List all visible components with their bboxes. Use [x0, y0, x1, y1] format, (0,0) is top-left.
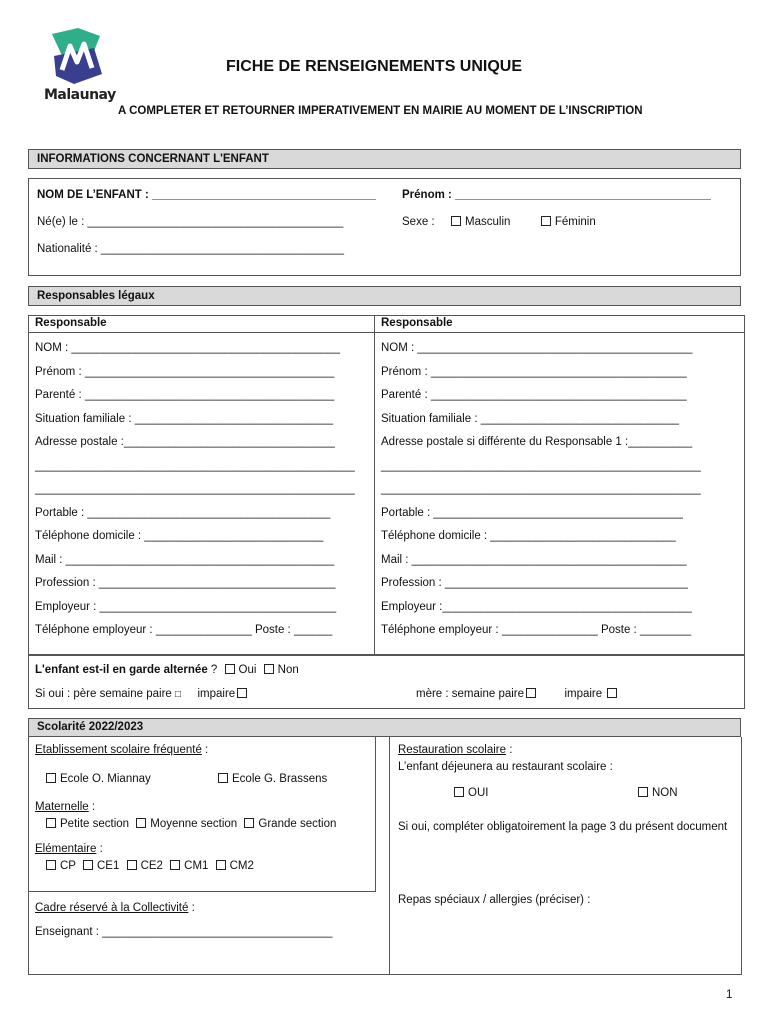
guardian-2-line[interactable]: Téléphone domicile : _____________________________ [381, 530, 676, 542]
cm2-label: CM2 [229, 860, 254, 872]
etab-label-text: Etablissement scolaire fréquenté [35, 744, 202, 756]
custody-details [35, 688, 251, 700]
father-even-glyph[interactable]: □ [175, 689, 182, 700]
ecole-brassens-checkbox[interactable] [218, 773, 228, 783]
si-oui-note: Si oui, compléter obligatoirement la page 3 du présent document [398, 821, 728, 833]
father-odd-label: impaire [197, 688, 236, 700]
custody-question-label: L'enfant est-il en garde alternée [35, 664, 208, 676]
mother-odd-label: impaire [564, 688, 603, 700]
maternelle-label-text: Maternelle [35, 801, 89, 813]
ecole-brassens-option[interactable] [218, 773, 327, 785]
resto-non-label: NON [652, 787, 678, 799]
ecole-miannay-checkbox[interactable] [46, 773, 56, 783]
maternelle-label: Maternelle : [35, 801, 96, 813]
repas-speciaux-label: Repas spéciaux / allergies (préciser) : [398, 894, 591, 906]
guardian-2-line[interactable]: __________________________________________________ [381, 459, 701, 472]
guardian-2-line[interactable]: Employeur :_______________________________________ [381, 600, 692, 613]
custody-oui-checkbox[interactable] [225, 664, 235, 674]
guardian-1-line[interactable]: Téléphone employeur : _______________ Poste : ______ [35, 624, 333, 636]
restauration-question: L’enfant déjeunera au restaurant scolaire : [398, 761, 613, 773]
enseignant-field[interactable]: Enseignant : ____________________________________ [35, 926, 333, 938]
guardian-1-line[interactable]: Mail : __________________________________________ [35, 553, 335, 566]
school-bottom-border [28, 974, 741, 975]
feminin-checkbox[interactable] [541, 216, 551, 226]
cadre-top-border [28, 891, 376, 892]
ecole-miannay-label: Ecole O. Miannay [60, 773, 151, 785]
child-name-field[interactable]: NOM DE L’ENFANT : ___________________________________ [37, 189, 376, 201]
guardian-2-line[interactable]: NOM : ___________________________________________ [381, 342, 693, 354]
etab-label-suffix: : [201, 744, 209, 756]
guardian-2-line[interactable]: Mail : ___________________________________________ [381, 553, 687, 566]
custody-oui-label: Oui [238, 664, 257, 676]
mother-odd-checkbox[interactable] [607, 688, 617, 698]
child-firstname-field[interactable]: Prénom : ________________________________________ [402, 189, 711, 201]
child-section-header: INFORMATIONS CONCERNANT L'ENFANT [28, 149, 741, 169]
cadre-label: Cadre réservé à la Collectivité : [35, 902, 195, 914]
guardian-2-line[interactable]: Parenté : ________________________________________ [381, 389, 687, 401]
masculin-checkbox[interactable] [451, 216, 461, 226]
father-week-label: Si oui : père semaine paire [35, 688, 172, 700]
guardian-2-line[interactable]: Prénom : ________________________________________ [381, 365, 687, 378]
feminin-label: Féminin [554, 216, 596, 228]
guardian-1-line[interactable]: __________________________________________________ [35, 459, 355, 472]
cp-label: CP [60, 860, 76, 872]
child-sex-row [402, 216, 596, 228]
logo-brand-text: Malaunay [44, 87, 116, 103]
cadre-label-text: Cadre réservé à la Collectivité [35, 902, 189, 914]
ce1-checkbox[interactable] [83, 860, 93, 870]
school-etab-label [35, 744, 208, 756]
guardian-1-line[interactable]: Adresse postale :_________________________________ [35, 436, 335, 448]
legal-heading-divider [28, 332, 745, 333]
child-nationality-field[interactable]: Nationalité : ______________________________________ [37, 243, 344, 255]
legal-section-header: Responsables légaux [28, 286, 741, 306]
school-right-border [741, 737, 742, 975]
masculin-label: Masculin [465, 216, 511, 228]
father-odd-checkbox[interactable] [237, 688, 247, 698]
logo-mark-icon [44, 26, 108, 86]
resto-non-checkbox[interactable] [638, 787, 648, 797]
cp-checkbox[interactable] [46, 860, 56, 870]
elementaire-label: Elémentaire : [35, 843, 103, 855]
mother-custody-details [416, 688, 621, 700]
custody-non-checkbox[interactable] [264, 664, 274, 674]
cm1-checkbox[interactable] [170, 860, 180, 870]
child-birthdate-field[interactable]: Né(e) le : ________________________________________ [37, 216, 344, 228]
ce1-label: CE1 [96, 860, 120, 872]
cm1-label: CM1 [184, 860, 209, 872]
guardian-2-heading: Responsable [381, 317, 453, 329]
guardian-2-fields [381, 337, 701, 643]
guardian-1-line[interactable]: Employeur : _____________________________________ [35, 600, 337, 613]
custody-question-mark: ? [207, 664, 218, 676]
guardian-2-line[interactable]: Profession : ______________________________________ [381, 577, 688, 589]
guardian-1-line[interactable]: Téléphone domicile : ____________________________ [35, 530, 324, 542]
resto-oui-option[interactable] [454, 787, 488, 799]
school-divider-left [375, 737, 376, 892]
sex-label: Sexe : [402, 216, 435, 228]
restauration-label-text: Restauration scolaire [398, 744, 507, 756]
guardian-2-line[interactable]: Téléphone employeur : _______________ Poste : ________ [381, 624, 692, 636]
custody-question [35, 664, 299, 676]
school-section-header: Scolarité 2022/2023 [28, 718, 741, 737]
ce2-label: CE2 [140, 860, 163, 872]
resto-oui-label: OUI [468, 787, 489, 799]
guardian-1-fields [35, 337, 355, 643]
page-title: FICHE DE RENSEIGNEMENTS UNIQUE [226, 58, 523, 75]
guardian-1-line[interactable]: Situation familiale : _______________________________ [35, 412, 333, 425]
guardian-2-line[interactable]: __________________________________________________ [381, 483, 701, 495]
restauration-label: Restauration scolaire : [398, 744, 513, 756]
school-left-border [28, 737, 29, 975]
petite-section-checkbox[interactable] [46, 818, 56, 828]
guardian-2-line[interactable]: Portable : _______________________________________ [381, 506, 683, 519]
guardian-2-line[interactable]: Adresse postale si différente du Responsable 1 :__________ [381, 436, 693, 448]
legal-column-divider [374, 315, 375, 655]
guardian-1-line[interactable]: Portable : ______________________________________ [35, 506, 331, 519]
malaunay-logo [44, 26, 116, 108]
grande-section-label: Grande section [258, 818, 337, 830]
moyenne-section-label: Moyenne section [150, 818, 238, 830]
guardian-2-line[interactable]: Situation familiale : _______________________________ [381, 412, 679, 425]
mother-even-checkbox[interactable] [526, 688, 536, 698]
resto-oui-checkbox[interactable] [454, 787, 464, 797]
page-subtitle: A COMPLETER ET RETOURNER IMPERATIVEMENT EN MAIRIE AU MOMENT DE L’INSCRIPTION [118, 105, 643, 117]
resto-non-option[interactable] [638, 787, 678, 799]
grande-section-checkbox[interactable] [244, 818, 254, 828]
guardian-1-line[interactable]: NOM : __________________________________________ [35, 342, 341, 354]
mother-week-label: mère : semaine paire [416, 688, 525, 700]
guardian-1-line[interactable]: __________________________________________________ [35, 483, 355, 495]
school-divider-right [389, 737, 390, 975]
guardian-1-heading: Responsable [35, 317, 107, 329]
ce2-checkbox[interactable] [127, 860, 137, 870]
ecole-brassens-label: Ecole G. Brassens [232, 773, 328, 785]
guardian-1-line[interactable]: Parenté : _______________________________________ [35, 389, 335, 401]
ecole-miannay-option[interactable] [46, 773, 151, 785]
cm2-checkbox[interactable] [216, 860, 226, 870]
elementaire-label-text: Elémentaire [35, 843, 97, 855]
page-number: 1 [726, 989, 733, 1001]
petite-section-label: Petite section [60, 818, 130, 830]
guardian-1-line[interactable]: Prénom : _______________________________________ [35, 365, 335, 378]
guardian-1-line[interactable]: Profession : _____________________________________ [35, 577, 336, 589]
maternelle-options [46, 818, 336, 830]
custody-non-label: Non [277, 664, 299, 676]
moyenne-section-checkbox[interactable] [136, 818, 146, 828]
elementaire-options [46, 860, 254, 872]
